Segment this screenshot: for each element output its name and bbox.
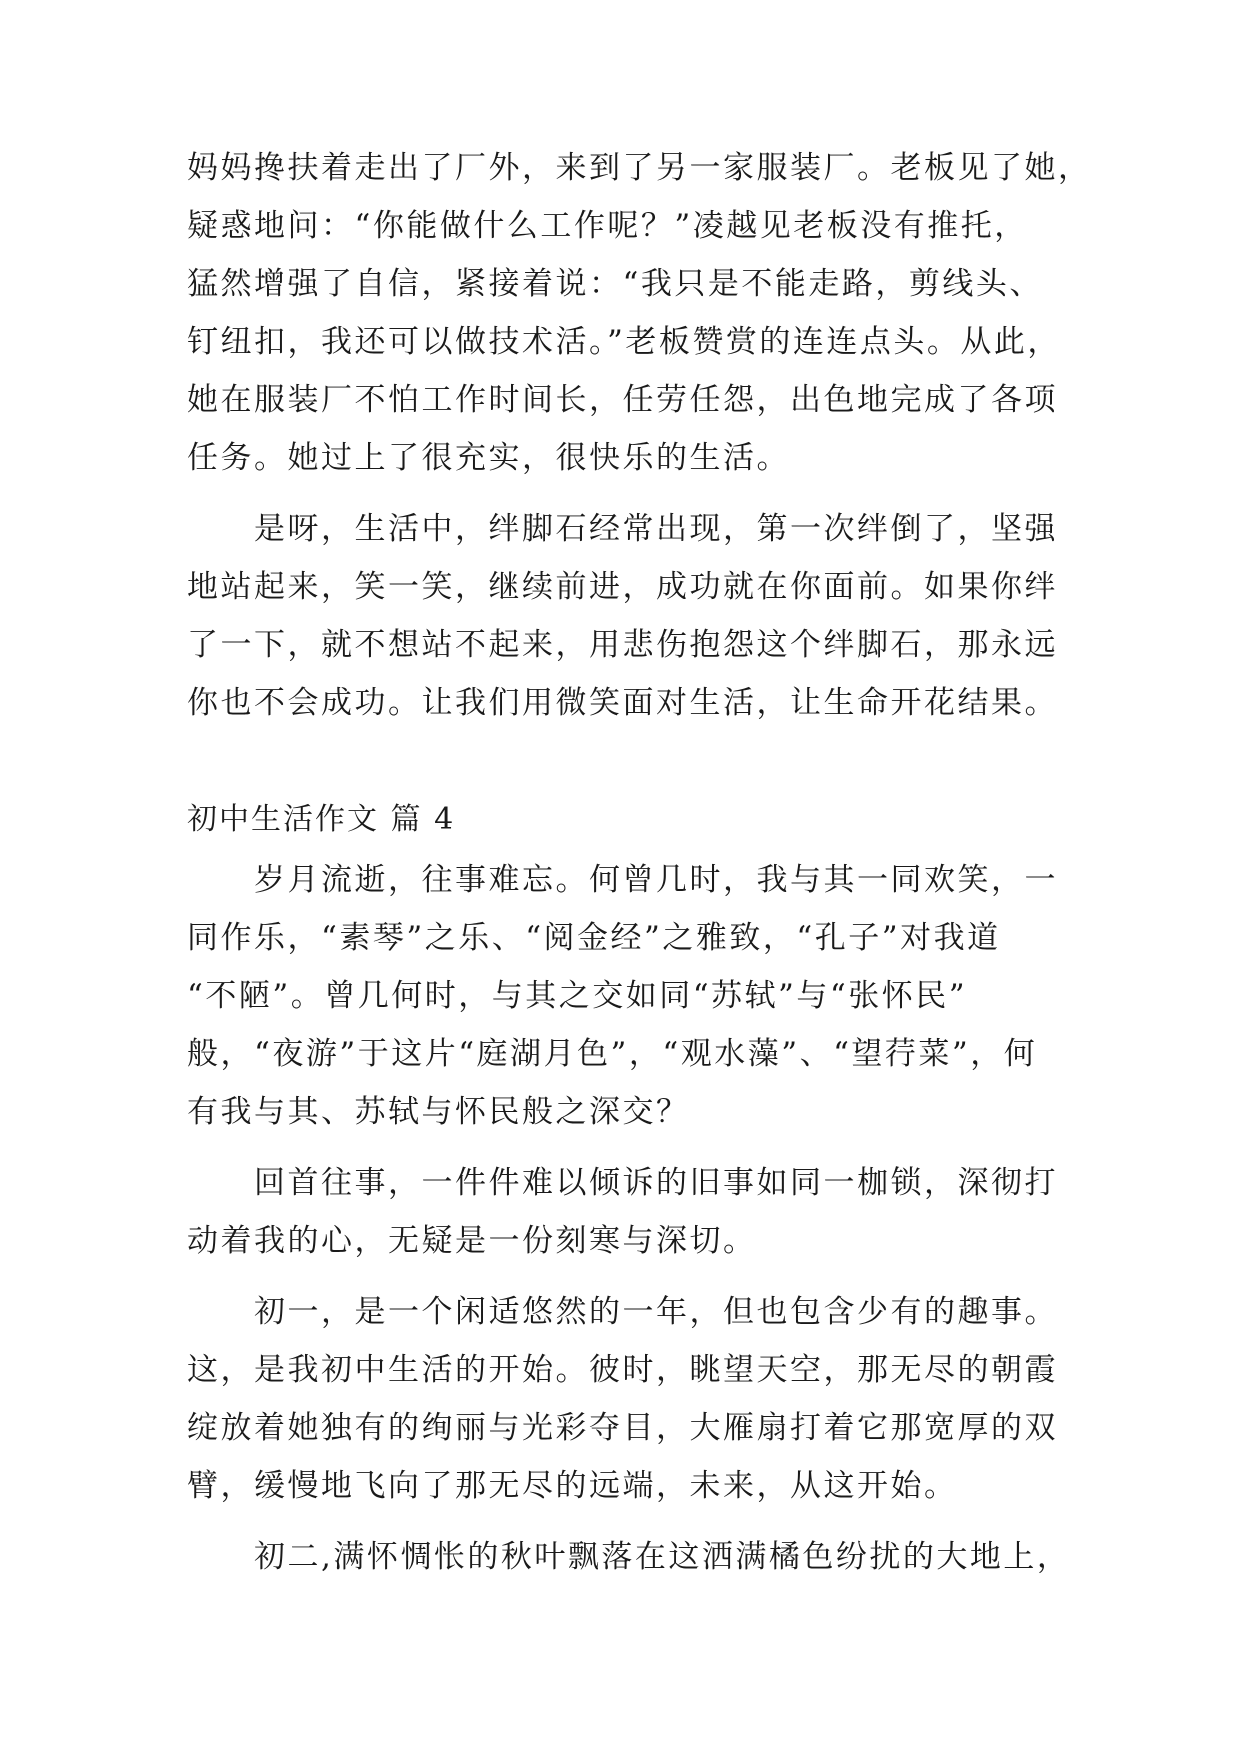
text-line: 你也不会成功。让我们用微笑面对生活，让生命开花结果。	[187, 685, 1058, 721]
text-line: 臂，缓慢地飞向了那无尽的远端，未来，从这开始。	[187, 1468, 958, 1504]
text-line: 岁月流逝，往事难忘。何曾几时，我与其一同欢笑，一	[254, 862, 1058, 898]
text-line: 这，是我初中生活的开始。彼时，眺望天空，那无尽的朝霞	[187, 1352, 1058, 1388]
text-line: 钉纽扣，我还可以做技术活。”老板赞赏的连连点头。从此，	[187, 324, 1061, 360]
text-line: 般，“夜游”于这片“庭湖月色”，“观水藻”、“望荇菜”，何	[187, 1036, 1038, 1072]
text-line: 地站起来，笑一笑，继续前进，成功就在你面前。如果你绊	[187, 569, 1058, 605]
text-line: 初一，是一个闲适悠然的一年，但也包含少有的趣事。	[254, 1294, 1058, 1330]
text-line: 绽放着她独有的绚丽与光彩夺目，大雁扇打着它那宽厚的双	[187, 1410, 1058, 1446]
text-line: 妈妈搀扶着走出了厂外，来到了另一家服装厂。老板见了她，	[187, 150, 1092, 186]
text-line: 疑惑地问：“你能做什么工作呢？”凌越见老板没有推托，	[187, 208, 1028, 244]
text-line: 同作乐，“素琴”之乐、“阅金经”之雅致，“孔子”对我道	[187, 920, 1001, 956]
text-line: 她在服装厂不怕工作时间长，任劳任怨，出色地完成了各项	[187, 382, 1058, 418]
text-line: 了一下，就不想站不起来，用悲伤抱怨这个绊脚石，那永远	[187, 627, 1058, 663]
text-line: 有我与其、苏轼与怀民般之深交？	[187, 1094, 690, 1130]
text-line: 猛然增强了自信，紧接着说：“我只是不能走路，剪线头、	[187, 266, 1043, 302]
text-line: 初二,满怀惆怅的秋叶飘落在这洒满橘色纷扰的大地上，	[254, 1539, 1071, 1575]
section-heading: 初中生活作文 篇 4	[187, 802, 456, 837]
text-line: 动着我的心，无疑是一份刻寒与深切。	[187, 1223, 757, 1259]
text-line: 是呀，生活中，绊脚石经常出现，第一次绊倒了，坚强	[254, 511, 1058, 547]
text-line: 任务。她过上了很充实，很快乐的生活。	[187, 440, 790, 476]
text-line: “不陋”。曾几何时，与其之交如同“苏轼”与“张怀民”	[187, 978, 968, 1014]
text-line: 回首往事，一件件难以倾诉的旧事如同一枷锁，深彻打	[254, 1165, 1058, 1201]
